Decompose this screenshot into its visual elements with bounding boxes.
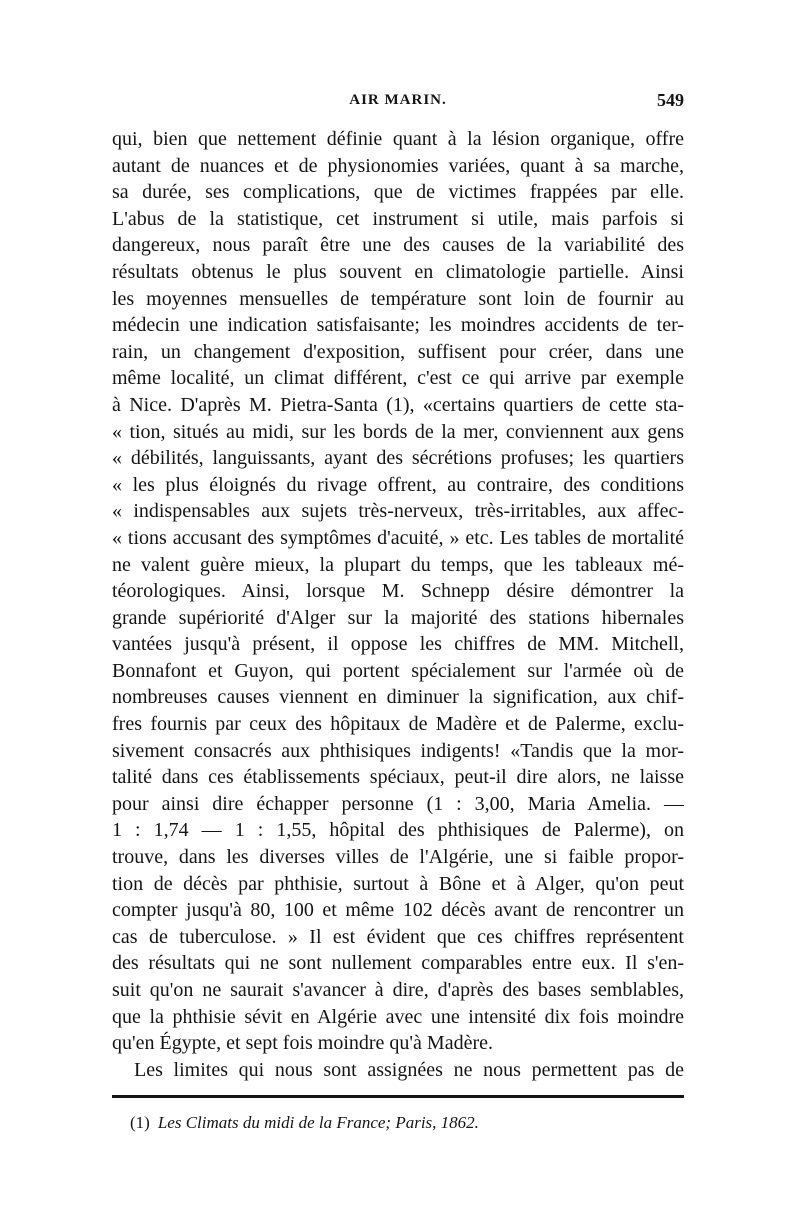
text-line: talité dans ces établissements spéciaux, peut-il dire alors, ne laisse (112, 766, 684, 789)
text-line: 1 : 1,74 — 1 : 1,55, hôpital des phthisiques de Palerme), on (112, 819, 684, 842)
text-line: même localité, un climat différent, c'est ce qui arrive par exemple (112, 367, 684, 390)
text-line: ne valent guère mieux, la plupart du temps, que les tableaux mé- (112, 553, 684, 576)
text-line: médecin une indication satisfaisante; les moindres accidents de ter- (112, 314, 684, 337)
footnote-mark: (1) (130, 1113, 150, 1133)
text-line: sivement consacrés aux phthisiques indigents! «Tandis que la mor- (112, 739, 684, 762)
text-line: qu'en Égypte, et sept fois moindre qu'à Madère. (112, 1032, 493, 1055)
text-line: autant de nuances et de physionomies variées, quant à sa marche, (112, 154, 684, 177)
running-title: AIR MARIN. (349, 92, 447, 108)
text-line: à Nice. D'après M. Pietra-Santa (1), «certains quartiers de cette sta- (112, 393, 684, 416)
text-line: « débilités, languissants, ayant des sécrétions profuses; les quartiers (112, 447, 684, 470)
page-number: 549 (657, 90, 684, 110)
text-line: compter jusqu'à 80, 100 et même 102 décès avant de rencontrer un (112, 899, 684, 922)
text-line: pour ainsi dire échapper personne (1 : 3,00, Maria Amelia. — (112, 792, 684, 815)
text-line: fres fournis par ceux des hôpitaux de Madère et de Palerme, exclu- (112, 713, 684, 736)
text-line: tion de décès par phthisie, surtout à Bône et à Alger, qu'on peut (112, 872, 684, 895)
text-line: « les plus éloignés du rivage offrent, au contraire, des conditions (112, 473, 684, 496)
text-line: les moyennes mensuelles de température sont loin de fournir au (112, 287, 684, 310)
text-line: des résultats qui ne sont nullement comparables entre eux. Il s'en- (112, 952, 684, 975)
text-line: « indispensables aux sujets très-nerveux, très-irritables, aux affec- (112, 500, 684, 523)
text-line: que la phthisie sévit en Algérie avec une intensité dix fois moindre (112, 1005, 684, 1028)
text-line: « tions accusant des symptômes d'acuité, » etc. Les tables de mortalité (112, 526, 684, 549)
running-head (112, 86, 684, 126)
text-line: rain, un changement d'exposition, suffisent pour créer, dans une (112, 340, 684, 363)
text-line: Bonnafont et Guyon, qui portent spécialement sur l'armée où de (112, 659, 684, 682)
text-line: vantées jusqu'à présent, il oppose les chiffres de MM. Mitchell, (112, 633, 684, 656)
footnote-text: Les Climats du midi de la France; Paris, 1862. (157, 1113, 479, 1133)
footnote-rule (112, 1095, 684, 1098)
text-line: « tion, situés au midi, sur les bords de la mer, conviennent aux gens (112, 420, 684, 443)
text-line: L'abus de la statistique, cet instrument si utile, mais parfois si (112, 207, 684, 230)
text-line: nombreuses causes viennent en diminuer la signification, aux chif- (112, 686, 684, 709)
text-line: grande supériorité d'Alger sur la majorité des stations hibernales (112, 606, 684, 629)
text-line: Les limites qui nous sont assignées ne nous permettent pas de (134, 1058, 684, 1081)
text-line: suit qu'on ne saurait s'avancer à dire, d'après des bases semblables, (112, 979, 684, 1001)
text-line: résultats obtenus le plus souvent en climatologie partielle. Ainsi (112, 260, 684, 283)
text-line: dangereux, nous paraît être une des causes de la variabilité des (112, 234, 684, 257)
text-line: trouve, dans les diverses villes de l'Algérie, une si faible propor- (112, 846, 684, 869)
text-line: sa durée, ses complications, que de victimes frappées par elle. (112, 181, 684, 204)
footnote (112, 1112, 684, 1134)
book-page (112, 86, 684, 1166)
text-line: téorologiques. Ainsi, lorsque M. Schnepp désire démontrer la (112, 580, 684, 603)
body-text (112, 126, 684, 1083)
text-line: qui, bien que nettement définie quant à la lésion organique, offre (112, 128, 684, 150)
text-line: cas de tuberculose. » Il est évident que ces chiffres représentent (112, 925, 684, 948)
